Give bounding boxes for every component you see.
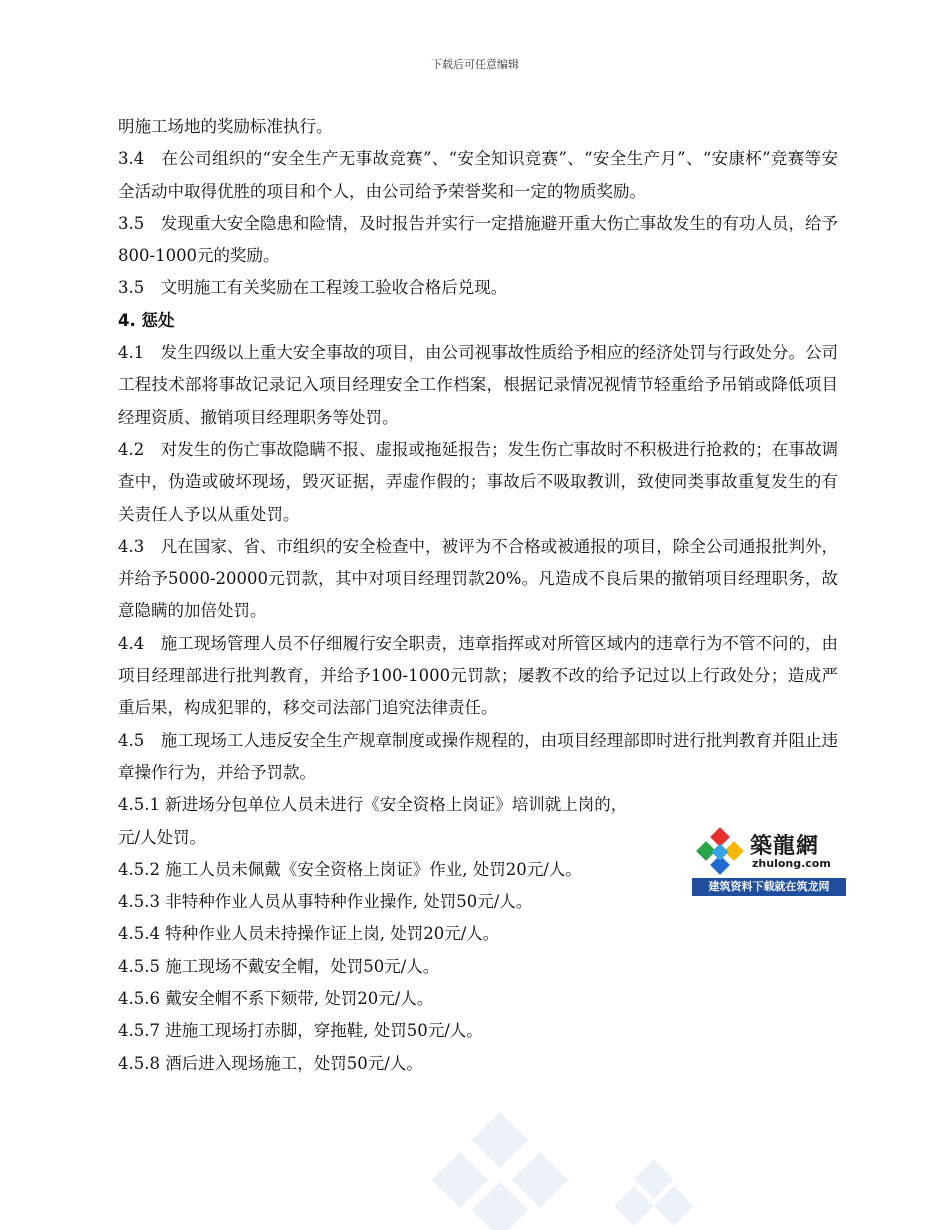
- paragraph-3-4: 3.4 在公司组织的“安全生产无事故竞赛”、“安全知识竞赛”、“安全生产月”、“安康杯”竞赛等安全活动中取得优胜的项目和个人，由公司给予荣誉奖和一定的物质奖励。: [118, 149, 838, 201]
- paragraph-4-5-7: 4.5.7 进施工现场打赤脚，穿拖鞋, 处罚50元/人。: [118, 1021, 483, 1041]
- paragraph-continuation: 明施工场地的奖励标准执行。: [118, 117, 333, 136]
- paragraph-4-3: 4.3 凡在国家、省、市组织的安全检查中，被评为不合格或被通报的项目，除全公司通报批判外，并给予5000-20000元罚款，其中对项目经理罚款20%。凡造成不良后果的撤销项目经理职务，故意隐瞒的加倍处罚。: [118, 536, 838, 621]
- paragraph-4-5-2: 4.5.2 施工人员未佩戴《安全资格上岗证》作业, 处罚20元/人。: [118, 859, 582, 879]
- watermark-flake-icon: [610, 1160, 700, 1230]
- paragraph-4-5-1-cont: 元/人处罚。: [118, 827, 207, 847]
- paragraph-4-5-6: 4.5.6 戴安全帽不系下颏带, 处罚20元/人。: [118, 989, 434, 1009]
- page-header: 下载后可任意编辑: [431, 58, 519, 71]
- watermark-flake-icon: [420, 1110, 580, 1230]
- paragraph-4-1: 4.1 发生四级以上重大安全事故的项目，由公司视事故性质给予相应的经济处罚与行政处分。公司工程技术部将事故记录记入项目经理安全工作档案，根据记录情况视情节轻重给予吊销或降低项目经理资质、撤销项目经理职务等处罚。: [118, 343, 838, 427]
- document-body: [118, 111, 838, 1080]
- zhulong-logo: [692, 823, 846, 897]
- paragraph-4-5-3: 4.5.3 非特种作业人员从事特种作业操作, 处罚50元/人。: [118, 892, 533, 912]
- zhulong-logo-icon: [694, 827, 746, 879]
- paragraph-4-5-4: 4.5.4 特种作业人员未持操作证上岗, 处罚20元/人。: [118, 924, 500, 944]
- paragraph-4-5: 4.5 施工现场工人违反安全生产规章制度或操作规程的，由项目经理部即时进行批判教育并阻止违章操作行为，并给予罚款。: [118, 730, 838, 782]
- paragraph-4-5-5: 4.5.5 施工现场不戴安全帽，处罚50元/人。: [118, 956, 440, 976]
- section-heading-4: 4. 惩处: [118, 310, 175, 330]
- paragraph-4-4: 4.4 施工现场管理人员不仔细履行安全职责，违章指挥或对所管区域内的违章行为不管不问的，由项目经理部进行批判教育，并给予100-1000元罚款；屡教不改的给予记过以上行政处分；造成严重后果，构成犯罪的，移交司法部门追究法律责任。: [118, 633, 838, 718]
- paragraph-4-5-1: 4.5.1 新进场分包单位人员未进行《安全资格上岗证》培训就上岗的，: [118, 795, 628, 815]
- paragraph-3-5-b: 3.5 文明施工有关奖励在工程竣工验收合格后兑现。: [118, 278, 508, 298]
- logo-domain: zhulong.com: [752, 857, 831, 870]
- logo-slogan: 建筑资料下载就在筑龙网: [692, 878, 846, 896]
- logo-name: 築龍網: [750, 834, 820, 859]
- paragraph-4-5-8: 4.5.8 酒后进入现场施工，处罚50元/人。: [118, 1053, 423, 1073]
- paragraph-3-5-a: 3.5 发现重大安全隐患和险情，及时报告并实行一定措施避开重大伤亡事故发生的有功人员，给予800-1000元的奖励。: [118, 213, 838, 266]
- paragraph-4-2: 4.2 对发生的伤亡事故隐瞒不报、虚报或拖延报告；发生伤亡事故时不积极进行抢救的；在事故调查中，伪造或破坏现场，毁灭证据，弄虚作假的；事故后不吸取教训，致使同类事故重复发生的有关责任人予以从重处罚。: [118, 439, 838, 524]
